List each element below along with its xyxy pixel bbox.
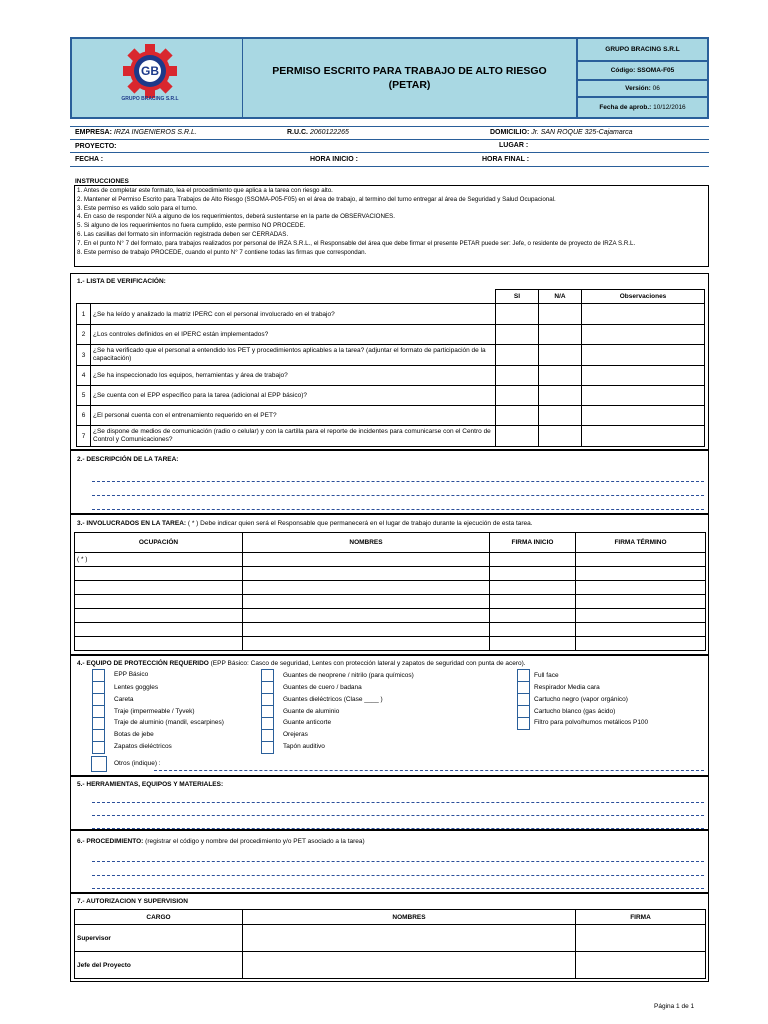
fecha-label[interactable]: FECHA : xyxy=(75,156,104,163)
epp-label: Respirador Media cara xyxy=(534,684,600,691)
domicilio-field xyxy=(490,129,633,136)
section3-title: 3.- INVOLUCRADOS EN LA TAREA: xyxy=(77,520,187,527)
na-cell[interactable] xyxy=(539,304,582,325)
col-na: N/A xyxy=(539,290,582,304)
epp-label: Traje (impermeable / Tyvek) xyxy=(114,708,195,715)
involved-table xyxy=(74,532,706,651)
firma-termino-cell[interactable] xyxy=(576,581,706,595)
table-row xyxy=(75,595,706,609)
row-number: 3 xyxy=(77,345,91,366)
table-row xyxy=(75,609,706,623)
obs-cell[interactable] xyxy=(582,304,705,325)
empresa-label: EMPRESA: xyxy=(75,129,112,136)
na-cell[interactable] xyxy=(539,345,582,366)
write-line[interactable] xyxy=(92,481,704,482)
table-row xyxy=(75,623,706,637)
section4-title: 4.- EQUIPO DE PROTECCIÓN REQUERIDO xyxy=(77,660,209,667)
firma-cell[interactable] xyxy=(576,952,706,979)
col-si: SI xyxy=(496,290,539,304)
section-involved xyxy=(70,514,709,655)
instruction-item: 7. En el punto N° 7 del formato, para trabajos realizados por personal de IRZA S.R.L., el Responsable del área que debe firmar el presente PETAR puede ser: Jefe, o residente de proyecto de IRZA S.R.L. xyxy=(77,239,636,247)
section6-title: 6.- PROCEDIMIENTO: xyxy=(77,838,144,845)
ruc-field xyxy=(287,129,349,136)
instruction-item: 6. Las casillas del formato sin información registrada deben ser CERRADAS. xyxy=(77,230,289,238)
row-question: ¿El personal cuenta con el entrenamiento requerido en el PET? xyxy=(91,406,496,426)
codigo-label: Código: xyxy=(610,67,636,74)
nombres-cell[interactable] xyxy=(243,581,490,595)
page-number: Página 1 de 1 xyxy=(654,1003,695,1010)
epp-label: Guante de aluminio xyxy=(283,708,340,715)
header-codigo xyxy=(577,61,708,80)
epp-label: Full face xyxy=(534,672,559,679)
row-number: 6 xyxy=(77,406,91,426)
ocupacion-cell[interactable] xyxy=(75,595,243,609)
write-line[interactable] xyxy=(92,815,704,816)
write-line[interactable] xyxy=(92,802,704,803)
na-cell[interactable] xyxy=(539,386,582,406)
table-row xyxy=(75,581,706,595)
section7-title: 7.- AUTORIZACION Y SUPERVISION xyxy=(77,898,188,905)
epp-label: EPP Básico xyxy=(114,671,149,678)
fecha-aprob-label: Fecha de aprob.: xyxy=(599,104,652,111)
table-row xyxy=(77,304,705,325)
version-label: Versión: xyxy=(625,85,651,92)
obs-cell[interactable] xyxy=(582,406,705,426)
firma-inicio-cell[interactable] xyxy=(490,553,576,567)
table-row xyxy=(77,406,705,426)
nombres-cell[interactable] xyxy=(243,567,490,581)
table-row xyxy=(77,426,705,447)
si-cell[interactable] xyxy=(496,386,539,406)
table-row xyxy=(75,925,706,952)
form-title xyxy=(242,38,577,118)
row-number: 4 xyxy=(77,366,91,386)
header-company: GRUPO BRACING S.R.L xyxy=(577,38,708,61)
form-title-line1: PERMISO ESCRITO PARA TRABAJO DE ALTO RIESGO xyxy=(272,65,547,77)
epp-checkbox[interactable] xyxy=(92,741,105,754)
instruction-item: 1. Antes de completar este formato, lea el procedimiento que aplica a la tarea con riesgo alto. xyxy=(77,187,333,194)
ocupacion-cell[interactable] xyxy=(75,553,243,567)
domicilio-value[interactable]: Jr. SAN ROQUE 325-Cajamarca xyxy=(531,129,633,136)
epp-label: Cartucho negro (vapor orgánico) xyxy=(534,696,628,703)
ruc-value[interactable]: 2060122265 xyxy=(309,129,349,136)
write-line[interactable] xyxy=(92,875,704,876)
cargo-cell: Supervisor xyxy=(75,925,243,952)
write-line[interactable] xyxy=(92,861,704,862)
ocupacion-cell[interactable] xyxy=(75,581,243,595)
epp-label: Guante anticorte xyxy=(283,719,332,726)
empresa-value[interactable]: IRZA INGENIEROS S.R.L. xyxy=(113,129,197,136)
ocupacion-cell[interactable] xyxy=(75,623,243,637)
form-title-line2: (PETAR) xyxy=(388,79,431,91)
epp-label: Orejeras xyxy=(283,731,308,738)
write-line[interactable] xyxy=(92,888,704,889)
row-number: 2 xyxy=(77,325,91,345)
firma-termino-cell[interactable] xyxy=(576,637,706,651)
obs-cell[interactable] xyxy=(582,345,705,366)
row-question: ¿Se ha inspeccionado los equipos, herramientas y área de trabajo? xyxy=(91,366,496,386)
write-line[interactable] xyxy=(92,828,704,829)
table-row xyxy=(75,567,706,581)
empresa-field xyxy=(75,129,197,136)
ocupacion-cell[interactable] xyxy=(75,637,243,651)
section1-title: 1.- LISTA DE VERIFICACIÓN: xyxy=(77,278,166,285)
si-cell[interactable] xyxy=(496,325,539,345)
authorization-table xyxy=(74,909,706,979)
ocupacion-cell[interactable] xyxy=(75,609,243,623)
section4-note: (EPP Básico: Casco de seguridad, Lentes con protección lateral y zapatos de seguridad con punta de acero). xyxy=(210,660,526,667)
instructions-box xyxy=(74,185,709,267)
section2-title: 2.- DESCRIPCIÓN DE LA TAREA: xyxy=(77,456,179,463)
nombres-cell[interactable] xyxy=(243,609,490,623)
lugar-label[interactable]: LUGAR : xyxy=(499,142,529,149)
epp-label: Cartucho blanco (gas ácido) xyxy=(534,708,616,715)
epp-label: Botas de jebe xyxy=(114,731,154,738)
col-nombres: NOMBRES xyxy=(243,533,490,553)
epp-label: Zapatos dieléctricos xyxy=(114,743,172,750)
hora-inicio-label[interactable]: HORA INICIO : xyxy=(310,156,358,163)
codigo-value: SSOMA-F05 xyxy=(637,67,675,74)
instruction-item: 8. Este permiso de trabajo PROCEDE, cuando el punto N° 7 contiene todas las firmas que correspondan. xyxy=(77,248,367,256)
si-cell[interactable] xyxy=(496,345,539,366)
epp-label: Traje de aluminio (mandil, escarpines) xyxy=(114,719,224,726)
row-question: ¿Se dispone de medios de comunicación (radio o celular) y con la cartilla para el reporte de incidentes para comunicarse con el Centro de Control y Comunicaciones? xyxy=(91,426,496,447)
nombres-cell[interactable] xyxy=(243,952,576,979)
firma-termino-cell[interactable] xyxy=(576,553,706,567)
instruction-item: 3. Este permiso es valido solo para el turno. xyxy=(77,204,198,212)
si-cell[interactable] xyxy=(496,426,539,447)
verification-table xyxy=(76,289,705,447)
section-description xyxy=(70,450,709,514)
obs-cell[interactable] xyxy=(582,386,705,406)
firma-cell[interactable] xyxy=(576,925,706,952)
obs-cell[interactable] xyxy=(582,366,705,386)
nombres-cell[interactable] xyxy=(243,553,490,567)
proyecto-label[interactable]: PROYECTO: xyxy=(75,143,117,150)
col-firma-inicio: FIRMA INICIO xyxy=(490,533,576,553)
version-value: 06 xyxy=(652,85,660,92)
row-question: ¿Se cuenta con el EPP específico para la tarea (adicional al EPP básico)? xyxy=(91,386,496,406)
section-authorization xyxy=(70,893,709,982)
otros-write-line[interactable] xyxy=(154,770,704,771)
section-verification xyxy=(70,273,709,450)
table-row xyxy=(77,325,705,345)
col-observaciones: Observaciones xyxy=(582,290,705,304)
obs-cell[interactable] xyxy=(582,426,705,447)
firma-termino-cell[interactable] xyxy=(576,623,706,637)
na-cell[interactable] xyxy=(539,366,582,386)
table-row xyxy=(75,637,706,651)
section6-header xyxy=(77,838,365,845)
epp-label: Guantes de cuero / badana xyxy=(283,684,362,691)
table-row xyxy=(77,345,705,366)
row-number: 7 xyxy=(77,426,91,447)
fecha-aprob-value: 10/12/2016 xyxy=(653,104,686,111)
firma-inicio-cell[interactable] xyxy=(490,623,576,637)
logo-caption: GRUPO BRACING S.R.L xyxy=(121,96,179,102)
otros-label: Otros (indique) : xyxy=(114,760,161,767)
section5-title: 5.- HERRAMIENTAS, EQUIPOS Y MATERIALES: xyxy=(77,781,224,788)
si-cell[interactable] xyxy=(496,406,539,426)
row-question: ¿Los controles definidos en el IPERC están implementados? xyxy=(91,325,496,345)
firma-termino-cell[interactable] xyxy=(576,595,706,609)
firma-inicio-cell[interactable] xyxy=(490,581,576,595)
section-tools xyxy=(70,776,709,830)
section4-header xyxy=(77,660,526,667)
epp-label: Careta xyxy=(114,696,134,703)
nombres-cell[interactable] xyxy=(243,595,490,609)
otros-checkbox[interactable] xyxy=(91,756,107,772)
write-line[interactable] xyxy=(92,509,704,510)
epp-checkbox[interactable] xyxy=(517,717,530,730)
header-version xyxy=(577,80,708,97)
logo-initials: GB xyxy=(141,64,159,78)
table-row xyxy=(77,366,705,386)
domicilio-label: DOMICILIO: xyxy=(490,129,530,136)
row-question: ¿Se ha verificado que el personal a entendido los PET y procedimientos aplicables a la tarea? (adjuntar el formato de participación de la capacitación) xyxy=(91,345,496,366)
epp-checkbox[interactable] xyxy=(261,741,274,754)
epp-label: Guantes de neoprene / nitrilo (para químicos) xyxy=(283,672,414,679)
section-epp xyxy=(70,655,709,776)
na-cell[interactable] xyxy=(539,325,582,345)
obs-cell[interactable] xyxy=(582,325,705,345)
si-cell[interactable] xyxy=(496,366,539,386)
row-question: ¿Se ha leído y analizado la matriz IPERC con el personal involucrado en el trabajo? xyxy=(91,304,496,325)
na-cell[interactable] xyxy=(539,406,582,426)
firma-inicio-cell[interactable] xyxy=(490,595,576,609)
table-row xyxy=(75,952,706,979)
col-firma: FIRMA xyxy=(576,910,706,925)
firma-inicio-cell[interactable] xyxy=(490,609,576,623)
col-firma-termino: FIRMA TÉRMINO xyxy=(576,533,706,553)
instructions-title: INSTRUCCIONES xyxy=(75,178,129,185)
section-procedure xyxy=(70,830,709,893)
epp-label: Tapón auditivo xyxy=(283,743,325,750)
form-header xyxy=(70,37,709,119)
si-cell[interactable] xyxy=(496,304,539,325)
write-line[interactable] xyxy=(92,495,704,496)
firma-termino-cell[interactable] xyxy=(576,567,706,581)
col-nombres: NOMBRES xyxy=(243,910,576,925)
responsible-mark: ( * ) xyxy=(77,556,88,563)
section3-note: ( * ) Debe indicar quien será el Responsable que permanecerá en el lugar de trabajo durante la ejecución de esta tarea. xyxy=(187,520,533,527)
hora-final-label[interactable]: HORA FINAL : xyxy=(482,156,530,163)
section6-note: (registrar el código y nombre del procedimiento y/o PET asociado a la tarea) xyxy=(145,838,365,845)
header-fecha xyxy=(577,97,708,118)
table-row xyxy=(77,386,705,406)
nombres-cell[interactable] xyxy=(243,637,490,651)
instruction-item: 4. En caso de responder N/A a alguno de los requerimientos, deberá sustentarse en la parte de OBSERVACIONES. xyxy=(77,213,395,221)
instruction-item: 2. Mantener el Permiso Escrito para Trabajos de Alto Riesgo (SSOMA-P05-F05) en el área de trabajo, al termino del turno entregar al área de Seguridad y Salud Ocupacional. xyxy=(77,195,556,203)
section3-header xyxy=(77,520,533,527)
col-cargo: CARGO xyxy=(75,910,243,925)
row-number: 5 xyxy=(77,386,91,406)
row-number: 1 xyxy=(77,304,91,325)
nombres-cell[interactable] xyxy=(243,623,490,637)
na-cell[interactable] xyxy=(539,426,582,447)
firma-inicio-cell[interactable] xyxy=(490,637,576,651)
firma-inicio-cell[interactable] xyxy=(490,567,576,581)
cargo-cell: Jefe del Proyecto xyxy=(75,952,243,979)
firma-termino-cell[interactable] xyxy=(576,609,706,623)
logo-cell xyxy=(71,38,243,118)
nombres-cell[interactable] xyxy=(243,925,576,952)
col-ocupacion: OCUPACIÓN xyxy=(75,533,243,553)
epp-label: Guantes dieléctricos (Clase ____ ) xyxy=(283,696,383,703)
epp-label: Filtro para polvo/humos metálicos P100 xyxy=(534,719,649,726)
ruc-label: R.U.C. xyxy=(287,129,308,136)
epp-label: Lentes goggles xyxy=(114,684,159,691)
ocupacion-cell[interactable] xyxy=(75,567,243,581)
instruction-item: 5. Si alguno de los requerimientos no fuera cumplido, este permiso NO PROCEDE. xyxy=(77,222,306,230)
table-row xyxy=(75,553,706,567)
